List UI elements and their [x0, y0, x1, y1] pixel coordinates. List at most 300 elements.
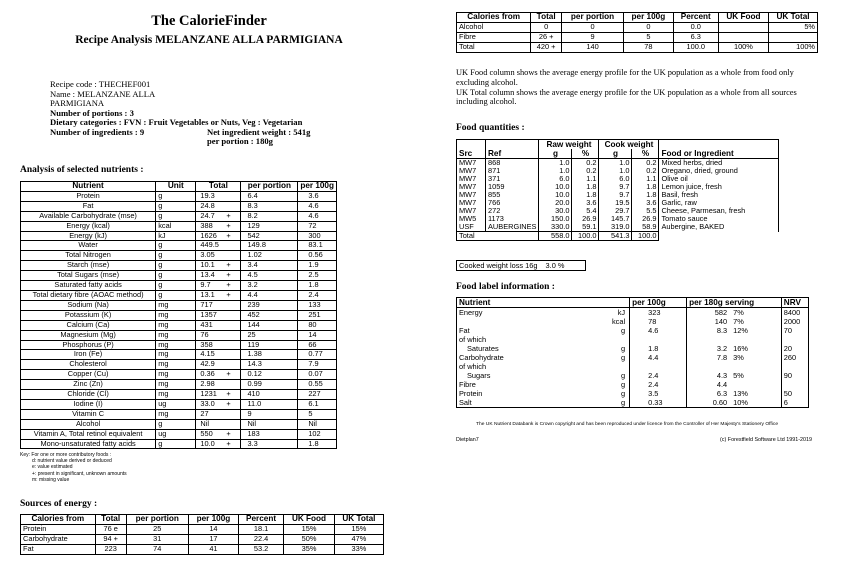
- nutrient-total: [196, 290, 241, 300]
- label-percent: 12%: [729, 326, 781, 335]
- quantities-heading: Food quantities :: [456, 123, 525, 133]
- total-value: 27: [200, 408, 209, 418]
- nutrient-per-portion: 1.02: [241, 251, 298, 261]
- nutrient-name: Calcium (Ca): [21, 320, 156, 330]
- energy-cell: 17: [188, 534, 238, 544]
- nutrient-total: [196, 380, 241, 390]
- nutrient-unit: g: [156, 191, 196, 201]
- ingredient-cell: 871: [486, 167, 539, 175]
- nutrient-per-100g: 14: [298, 330, 337, 340]
- total-value: 33.0: [200, 398, 215, 408]
- ingredient-cell: 59.1: [572, 223, 599, 232]
- energy-cell: 100%: [718, 42, 768, 52]
- nutrient-unit: mg: [156, 310, 196, 320]
- nutrient-unit: mg: [156, 320, 196, 330]
- ingredient-cell: Aubergine, BAKED: [659, 223, 779, 232]
- label-unit: [580, 335, 629, 344]
- nutrient-row: [21, 419, 337, 429]
- nutrient-name: Energy (kJ): [21, 231, 156, 241]
- energy-col: Percent: [238, 515, 283, 525]
- label-serving: 0.60: [687, 398, 730, 408]
- label-row: [457, 353, 809, 362]
- label-per-100g: [630, 335, 687, 344]
- energy-cell: 0: [624, 22, 674, 32]
- nutrient-per-portion: 452: [241, 310, 298, 320]
- ingredient-cell: 20.0: [539, 199, 572, 207]
- label-unit: g: [580, 344, 629, 353]
- label-per-100g: 323: [630, 308, 687, 318]
- total-flag: +: [226, 210, 231, 220]
- total-value: 76: [200, 329, 209, 339]
- ingredient-cell: MW7: [457, 167, 486, 175]
- ingredient-cell: Tomato sauce: [659, 215, 779, 223]
- page-title: Recipe Analysis MELANZANE ALLA PARMIGIANA: [75, 34, 343, 46]
- nutrient-total: [196, 360, 241, 370]
- nutrient-row: [21, 390, 337, 400]
- nutrient-per-100g: 66: [298, 340, 337, 350]
- energy-cell: 0: [562, 22, 624, 32]
- nutrient-total: [196, 429, 241, 439]
- ingredient-row: [457, 175, 779, 183]
- product-name: Dietplan7: [456, 437, 479, 443]
- ingredient-cell: 10.0: [539, 191, 572, 199]
- energy-col: UK Food: [718, 13, 768, 23]
- ingredient-cell: 1.0: [599, 167, 632, 175]
- energy-col: Calories from: [21, 515, 96, 525]
- energy-col: Total: [95, 515, 126, 525]
- label-nutrient: Fibre: [457, 380, 581, 389]
- ingredient-cell: 3.6: [632, 199, 659, 207]
- total-cell: 100.0: [572, 232, 599, 241]
- label-nrv: 90: [781, 371, 808, 380]
- recipe-portions: Number of portions : 3: [50, 107, 134, 118]
- nutrient-row: [21, 429, 337, 439]
- energy-cell: 50%: [284, 534, 335, 544]
- recipe-name: Name : MELANZANE ALLA: [50, 88, 156, 99]
- energy-cell: 0.0: [673, 22, 718, 32]
- energy-cell: 100.0: [673, 42, 718, 52]
- ingredient-cell: 0.2: [572, 159, 599, 168]
- weight-loss-label: Cooked weight loss 16g: [459, 261, 538, 270]
- nutrient-per-100g: 72: [298, 221, 337, 231]
- label-serving: 8.3: [687, 326, 730, 335]
- nutrient-name: Starch (mse): [21, 261, 156, 271]
- nutrient-name: Vitamin A, Total retinol equivalent: [21, 429, 156, 439]
- ingredient-cell: 319.0: [599, 223, 632, 232]
- nutrient-row: [21, 231, 337, 241]
- label-percent: 7%: [729, 308, 781, 318]
- ingredient-cell: 766: [486, 199, 539, 207]
- ingredient-cell: 10.0: [539, 183, 572, 191]
- ingredient-cell: 1.8: [572, 191, 599, 199]
- ingredient-cell: 6.0: [539, 175, 572, 183]
- label-table: [456, 297, 809, 408]
- total-flag: +: [226, 389, 231, 399]
- label-nutrient: Sugars: [457, 371, 581, 380]
- nutrient-row: [21, 439, 337, 449]
- ingredient-cell: MW7: [457, 183, 486, 191]
- total-flag: +: [226, 280, 231, 290]
- ingredient-cell: 1173: [486, 215, 539, 223]
- nutrient-per-portion: 542: [241, 231, 298, 241]
- nutrient-row: [21, 380, 337, 390]
- energy-row: [457, 22, 818, 32]
- ingredient-cell: Mixed herbs, dried: [659, 159, 779, 168]
- recipe-code: Recipe code : THECHEF001: [50, 79, 151, 89]
- nutrient-per-portion: 0.12: [241, 370, 298, 380]
- energy-cell: 94 +: [95, 534, 126, 544]
- energy-cell: 25: [126, 524, 188, 534]
- nutrient-unit: g: [156, 251, 196, 261]
- ingredient-cell: MW5: [457, 215, 486, 223]
- label-serving: [687, 362, 730, 371]
- col-raw-weight: Raw weight: [539, 140, 599, 150]
- nutrient-unit: g: [156, 211, 196, 221]
- nutrient-row: [21, 271, 337, 281]
- nutrient-per-portion: 8.3: [241, 201, 298, 211]
- ingredient-cell: 1.0: [539, 167, 572, 175]
- ingredient-cell: MW7: [457, 159, 486, 168]
- nutrient-total: [196, 221, 241, 231]
- nutrient-unit: mg: [156, 340, 196, 350]
- energy-row: [457, 32, 818, 42]
- col-label-100g: per 100g: [630, 298, 687, 308]
- label-unit: kcal: [580, 317, 629, 326]
- label-unit: g: [580, 371, 629, 380]
- energy-cell: Total: [457, 42, 531, 52]
- label-per-100g: 78: [630, 317, 687, 326]
- nutrient-per-portion: 144: [241, 320, 298, 330]
- key-line: d: nutrient value derived or deduced: [32, 458, 112, 465]
- ingredient-cell: 150.0: [539, 215, 572, 223]
- nutrient-name: Energy (kcal): [21, 221, 156, 231]
- label-percent: 5%: [729, 371, 781, 380]
- nutrient-total: [196, 271, 241, 281]
- key-legend: [20, 452, 320, 483]
- nutrient-per-100g: 4.6: [298, 211, 337, 221]
- total-flag: +: [226, 260, 231, 270]
- label-nutrient: [457, 317, 581, 326]
- ingredient-cell: 0.2: [632, 159, 659, 168]
- ingredient-cell: 1.8: [572, 183, 599, 191]
- energy-col: per 100g: [188, 515, 238, 525]
- nutrient-unit: g: [156, 281, 196, 291]
- label-row: [457, 371, 809, 380]
- total-cell: 558.0: [539, 232, 572, 241]
- total-flag: +: [226, 438, 231, 448]
- nutrient-name: Protein: [21, 191, 156, 201]
- nutrient-row: [21, 340, 337, 350]
- ingredient-cell: 868: [486, 159, 539, 168]
- nutrient-per-portion: 8.2: [241, 211, 298, 221]
- energy-cell: 35%: [284, 544, 335, 554]
- energy-table: [20, 514, 384, 555]
- ingredient-cell: 330.0: [539, 223, 572, 232]
- energy-cell: 15%: [334, 524, 383, 534]
- total-value: 1357: [200, 309, 217, 319]
- energy-col: per 100g: [624, 13, 674, 23]
- ingredient-cell: 1.1: [632, 175, 659, 183]
- nutrient-unit: kcal: [156, 221, 196, 231]
- app-title: The CalorieFinder: [151, 13, 267, 29]
- energy-cell: 47%: [334, 534, 383, 544]
- label-nrv: 8400: [781, 308, 808, 318]
- nutrient-row: [21, 350, 337, 360]
- label-serving: 4.3: [687, 371, 730, 380]
- recipe-info: [50, 80, 390, 147]
- nutrient-unit: mg: [156, 370, 196, 380]
- label-unit: kJ: [580, 308, 629, 318]
- energy-col: Calories from: [457, 13, 531, 23]
- ingredient-cell: 1.0: [599, 159, 632, 168]
- label-per-100g: 4.6: [630, 326, 687, 335]
- ingredient-cell: AUBERGINES: [486, 223, 539, 232]
- nutrient-total: [196, 211, 241, 221]
- nutrient-total: [196, 320, 241, 330]
- ingredient-cell: 1.0: [539, 159, 572, 168]
- ingredient-cell: Garlic, raw: [659, 199, 779, 207]
- nutrient-name: Chloride (Cl): [21, 390, 156, 400]
- energy-cell: [718, 22, 768, 32]
- total-value: 358: [200, 339, 213, 349]
- col-raw-g: g: [539, 149, 572, 159]
- col-cook-pct: %: [632, 149, 659, 159]
- ingredient-cell: USF: [457, 223, 486, 232]
- nutrient-total: [196, 399, 241, 409]
- ingredient-cell: 1.8: [632, 183, 659, 191]
- label-nutrient: Fat: [457, 326, 581, 335]
- total-cell: 100.0: [632, 232, 659, 241]
- nutrient-per-portion: 11.0: [241, 399, 298, 409]
- total-flag: +: [226, 398, 231, 408]
- nutrient-per-100g: 2.5: [298, 271, 337, 281]
- energy-cell: 18.1: [238, 524, 283, 534]
- nutrient-name: Phosphorus (P): [21, 340, 156, 350]
- nutrient-unit: g: [156, 271, 196, 281]
- energy-table-cont: [456, 12, 818, 53]
- energy-cell: 33%: [334, 544, 383, 554]
- total-flag: +: [226, 220, 231, 230]
- ingredient-cell: 1.8: [632, 191, 659, 199]
- energy-cell: 100%: [769, 42, 818, 52]
- nutrient-unit: g: [156, 439, 196, 449]
- ingredient-cell: 29.7: [599, 207, 632, 215]
- nutrient-row: [21, 320, 337, 330]
- energy-col: per portion: [562, 13, 624, 23]
- nutrient-per-100g: 83.1: [298, 241, 337, 251]
- nutrient-per-100g: 0.55: [298, 380, 337, 390]
- label-percent: [729, 380, 781, 389]
- label-nrv: 2000: [781, 317, 808, 326]
- col-cook-g: g: [599, 149, 632, 159]
- energy-cell: [769, 32, 818, 42]
- energy-heading: Sources of energy :: [20, 499, 98, 509]
- nutrient-total: [196, 350, 241, 360]
- nutrient-per-100g: 251: [298, 310, 337, 320]
- nutrient-unit: mg: [156, 300, 196, 310]
- nutrient-per-portion: 239: [241, 300, 298, 310]
- label-serving: 6.3: [687, 389, 730, 398]
- recipe-ingredients: Number of ingredients : 9: [50, 126, 145, 137]
- nutrient-unit: g: [156, 419, 196, 429]
- label-nutrient: of which: [457, 335, 581, 344]
- nutrient-total: [196, 231, 241, 241]
- total-flag: +: [226, 270, 231, 280]
- label-row: [457, 389, 809, 398]
- nutrient-per-100g: 7.9: [298, 360, 337, 370]
- ingredient-cell: 855: [486, 191, 539, 199]
- energy-cell: 14: [188, 524, 238, 534]
- nutrient-unit: mg: [156, 409, 196, 419]
- col-total: Total: [196, 182, 241, 192]
- total-value: 10.0: [200, 438, 215, 448]
- label-per-100g: 3.5: [630, 389, 687, 398]
- label-heading: Food label information :: [456, 282, 555, 292]
- nutrient-row: [21, 370, 337, 380]
- nutrient-per-100g: 0.56: [298, 251, 337, 261]
- label-serving: [687, 335, 730, 344]
- label-per-100g: 2.4: [630, 380, 687, 389]
- total-value: 3.05: [200, 250, 215, 260]
- col-label-nrv: NRV: [781, 298, 808, 308]
- energy-cell: 420 +: [531, 42, 562, 52]
- quantities-total-row: [457, 232, 779, 241]
- total-value: 431: [200, 319, 213, 329]
- energy-row: [21, 534, 384, 544]
- nutrient-unit: g: [156, 241, 196, 251]
- energy-cell: 76 e: [95, 524, 126, 534]
- nutrient-per-portion: 119: [241, 340, 298, 350]
- label-unit: g: [580, 389, 629, 398]
- recipe-name-cont: PARMIGIANA: [50, 98, 105, 108]
- nutrient-total: [196, 439, 241, 449]
- ingredient-cell: MW7: [457, 191, 486, 199]
- ingredient-cell: 26.9: [632, 215, 659, 223]
- nutrient-per-100g: 102: [298, 429, 337, 439]
- col-nutrient: Nutrient: [21, 182, 156, 192]
- total-value: 9.7: [200, 280, 211, 290]
- nutrient-total: [196, 390, 241, 400]
- label-nrv: 6: [781, 398, 808, 408]
- nutrient-name: Zinc (Zn): [21, 380, 156, 390]
- ingredient-cell: 0.2: [572, 167, 599, 175]
- col-label-serving: per 180g serving: [687, 298, 782, 308]
- energy-cell: 78: [624, 42, 674, 52]
- label-serving: 4.4: [687, 380, 730, 389]
- nutrient-total: [196, 281, 241, 291]
- nutrient-per-100g: Nil: [298, 419, 337, 429]
- energy-col: Total: [531, 13, 562, 23]
- ingredient-cell: 30.0: [539, 207, 572, 215]
- nutrient-per-100g: 2.4: [298, 290, 337, 300]
- energy-cell: Carbohydrate: [21, 534, 96, 544]
- nutrient-row: [21, 201, 337, 211]
- energy-row: [457, 42, 818, 52]
- ingredient-cell: 9.7: [599, 191, 632, 199]
- col-per-100g: per 100g: [298, 182, 337, 192]
- energy-cell: 6.3: [673, 32, 718, 42]
- nutrient-unit: g: [156, 261, 196, 271]
- total-value: 2.98: [200, 379, 215, 389]
- label-row: [457, 344, 809, 353]
- energy-cell: 0: [531, 22, 562, 32]
- col-food: Food or Ingredient: [659, 140, 779, 159]
- label-row: [457, 335, 809, 344]
- nutrient-per-portion: 4.5: [241, 271, 298, 281]
- label-per-100g: 2.4: [630, 371, 687, 380]
- nutrient-per-100g: 300: [298, 231, 337, 241]
- nutrient-name: Alcohol: [21, 419, 156, 429]
- label-nutrient: Energy: [457, 308, 581, 318]
- nutrient-per-100g: 0.77: [298, 350, 337, 360]
- nutrient-name: Saturated fatty acids: [21, 281, 156, 291]
- nutrient-row: [21, 281, 337, 291]
- key-line: e: value estimated: [32, 464, 73, 471]
- key-line: +: present in significant, unknown amounts: [32, 470, 127, 477]
- nutrient-name: Cholesterol: [21, 360, 156, 370]
- nutrient-name: Vitamin C: [21, 409, 156, 419]
- energy-cell: 74: [126, 544, 188, 554]
- total-flag: +: [226, 369, 231, 379]
- total-label: Total: [457, 232, 539, 241]
- nutrient-unit: ug: [156, 429, 196, 439]
- label-percent: 13%: [729, 389, 781, 398]
- nutrient-per-portion: 183: [241, 429, 298, 439]
- total-value: 24.7: [200, 210, 215, 220]
- nutrient-per-100g: 3.6: [298, 191, 337, 201]
- energy-cell: 5%: [769, 22, 818, 32]
- ingredient-cell: 26.9: [572, 215, 599, 223]
- ingredient-row: [457, 183, 779, 191]
- label-percent: 7%: [729, 317, 781, 326]
- label-nrv: [781, 362, 808, 371]
- nutrient-total: [196, 340, 241, 350]
- nutrient-name: Mono-unsaturated fatty acids: [21, 439, 156, 449]
- nutrient-per-100g: 4.6: [298, 201, 337, 211]
- label-nrv: [781, 335, 808, 344]
- nutrient-total: [196, 191, 241, 201]
- nutrient-row: [21, 360, 337, 370]
- energy-cell: 31: [126, 534, 188, 544]
- copyright: (c) Forestfield Software Ltd 1991-2019: [720, 437, 812, 443]
- nutrient-row: [21, 409, 337, 419]
- label-percent: 16%: [729, 344, 781, 353]
- energy-col: Percent: [673, 13, 718, 23]
- col-ref: Ref: [486, 140, 539, 159]
- ingredient-cell: 9.7: [599, 183, 632, 191]
- label-nutrient: Salt: [457, 398, 581, 408]
- nutrient-row: [21, 300, 337, 310]
- energy-col: UK Total: [334, 515, 383, 525]
- nutrient-per-portion: 149.8: [241, 241, 298, 251]
- nutrient-row: [21, 330, 337, 340]
- label-unit: g: [580, 326, 629, 335]
- recipe-net-weight: Net ingredient weight : 541g: [207, 126, 311, 137]
- nutrient-name: Sodium (Na): [21, 300, 156, 310]
- nutrient-per-100g: 5: [298, 409, 337, 419]
- nutrient-total: [196, 261, 241, 271]
- nutrients-table: [20, 181, 337, 449]
- ingredient-cell: 1.1: [572, 175, 599, 183]
- nutrient-row: [21, 241, 337, 251]
- nutrient-row: [21, 191, 337, 201]
- energy-cell: 22.4: [238, 534, 283, 544]
- total-flag: +: [226, 289, 231, 299]
- nutrient-unit: g: [156, 290, 196, 300]
- label-percent: [729, 335, 781, 344]
- total-value: 4.15: [200, 349, 215, 359]
- energy-cell: Alcohol: [457, 22, 531, 32]
